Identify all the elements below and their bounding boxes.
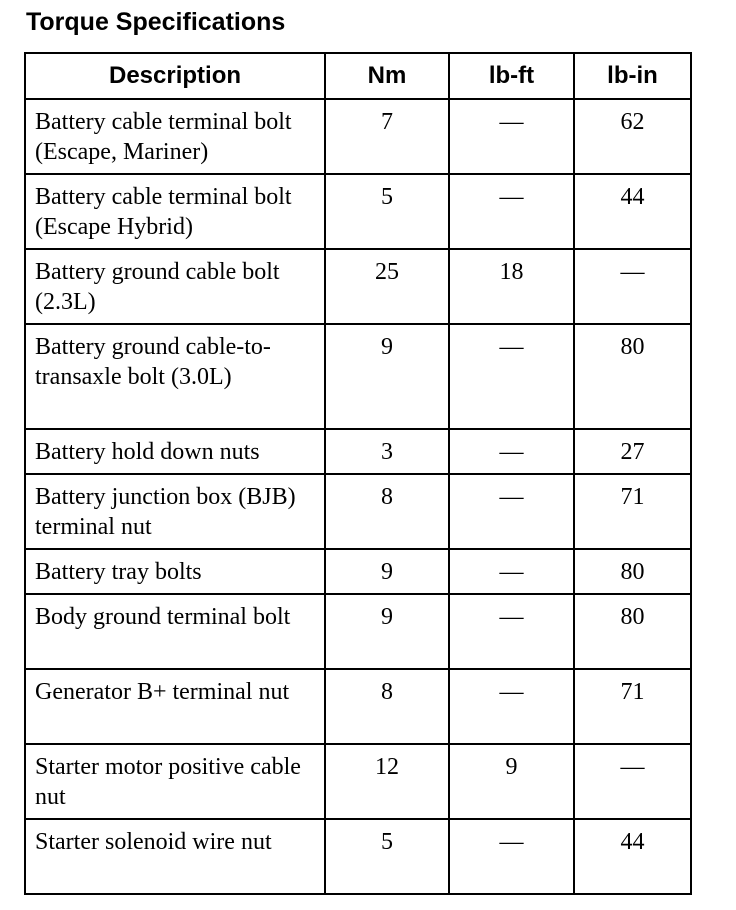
table-row xyxy=(25,819,691,894)
row-lb-ft: 9 xyxy=(449,744,574,819)
row-description: Generator B+ terminal nut xyxy=(25,669,325,744)
row-description: Battery cable terminal bolt (Escape, Mariner) xyxy=(25,99,325,174)
row-description: Battery ground cable-to-transaxle bolt (3.0L) xyxy=(25,324,325,429)
row-lb-in: 62 xyxy=(574,99,691,174)
row-lb-ft: — xyxy=(449,594,574,669)
row-description: Body ground terminal bolt xyxy=(25,594,325,669)
page-title: Torque Specifications xyxy=(26,8,286,36)
row-lb-ft: 18 xyxy=(449,249,574,324)
row-description: Battery ground cable bolt (2.3L) xyxy=(25,249,325,324)
header-nm: Nm xyxy=(325,53,449,99)
table-row xyxy=(25,174,691,249)
table-row xyxy=(25,249,691,324)
row-description: Battery tray bolts xyxy=(25,549,325,594)
row-lb-ft: — xyxy=(449,429,574,474)
row-lb-ft: — xyxy=(449,474,574,549)
row-nm: 5 xyxy=(325,819,449,894)
row-lb-ft: — xyxy=(449,549,574,594)
row-nm: 8 xyxy=(325,669,449,744)
row-lb-in: — xyxy=(574,249,691,324)
row-lb-in: 71 xyxy=(574,474,691,549)
table-row xyxy=(25,669,691,744)
row-lb-in: 80 xyxy=(574,549,691,594)
row-lb-in: 80 xyxy=(574,594,691,669)
row-lb-ft: — xyxy=(449,174,574,249)
row-nm: 5 xyxy=(325,174,449,249)
table-row xyxy=(25,549,691,594)
row-nm: 12 xyxy=(325,744,449,819)
row-lb-ft: — xyxy=(449,819,574,894)
torque-spec-table xyxy=(24,52,692,895)
header-description: Description xyxy=(25,53,325,99)
row-nm: 25 xyxy=(325,249,449,324)
row-description: Battery hold down nuts xyxy=(25,429,325,474)
table-row xyxy=(25,474,691,549)
table-row xyxy=(25,99,691,174)
row-description: Battery junction box (BJB) terminal nut xyxy=(25,474,325,549)
row-nm: 9 xyxy=(325,324,449,429)
row-nm: 8 xyxy=(325,474,449,549)
row-lb-ft: — xyxy=(449,99,574,174)
row-lb-ft: — xyxy=(449,669,574,744)
row-description: Starter motor positive cable nut xyxy=(25,744,325,819)
table-row xyxy=(25,429,691,474)
row-description: Starter solenoid wire nut xyxy=(25,819,325,894)
header-lb-in: lb-in xyxy=(574,53,691,99)
row-lb-in: 27 xyxy=(574,429,691,474)
row-nm: 7 xyxy=(325,99,449,174)
row-lb-in: 80 xyxy=(574,324,691,429)
row-nm: 9 xyxy=(325,594,449,669)
table-row xyxy=(25,324,691,429)
table-row xyxy=(25,744,691,819)
row-lb-in: 44 xyxy=(574,819,691,894)
row-lb-ft: — xyxy=(449,324,574,429)
table-row xyxy=(25,594,691,669)
row-lb-in: 71 xyxy=(574,669,691,744)
table-header-row xyxy=(25,53,691,99)
row-nm: 9 xyxy=(325,549,449,594)
row-lb-in: — xyxy=(574,744,691,819)
row-description: Battery cable terminal bolt (Escape Hybrid) xyxy=(25,174,325,249)
row-nm: 3 xyxy=(325,429,449,474)
row-lb-in: 44 xyxy=(574,174,691,249)
header-lb-ft: lb-ft xyxy=(449,53,574,99)
